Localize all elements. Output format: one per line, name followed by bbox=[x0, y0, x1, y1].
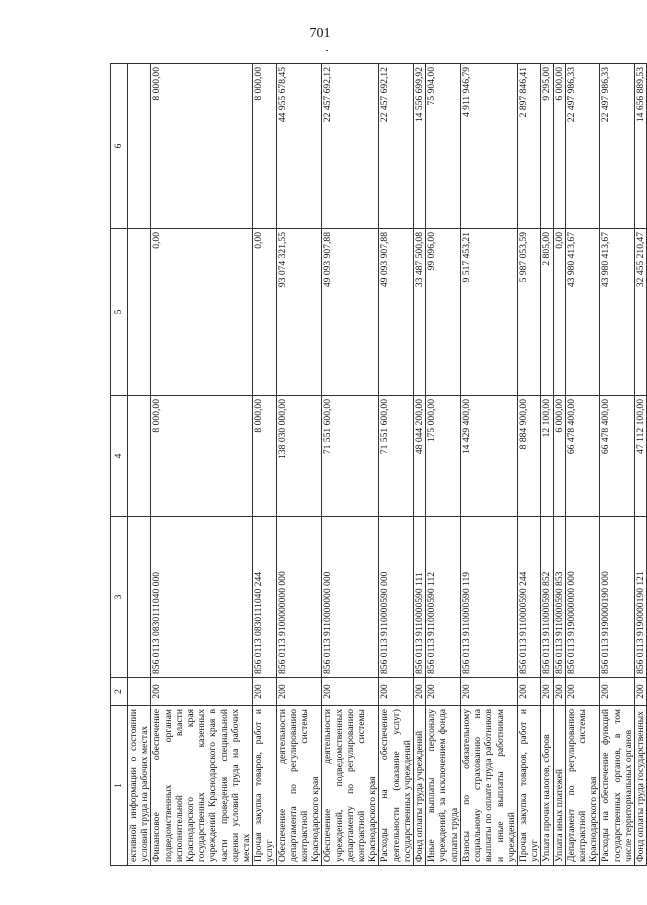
row-code-cell: 200 bbox=[460, 678, 517, 706]
row-remaining-amount-cell: 9 295,00 bbox=[541, 64, 553, 229]
row-executed-amount-cell: 9 517 453,21 bbox=[460, 229, 517, 396]
table-header-row bbox=[111, 64, 128, 866]
row-name-cell: Уплата прочих налогов, сборов bbox=[541, 706, 553, 866]
row-classification-code-cell: 856 0113 9100000000 000 bbox=[276, 517, 322, 678]
table-row bbox=[553, 64, 565, 866]
table-row bbox=[426, 64, 461, 866]
row-classification-code-cell: 856 0113 9110000590 244 bbox=[517, 517, 540, 678]
row-code-cell: 200 bbox=[379, 678, 414, 706]
row-classification-code-cell: 856 0113 9110000590 119 bbox=[460, 517, 517, 678]
row-classification-code-cell: 856 0113 9190000190 121 bbox=[634, 517, 646, 678]
row-executed-amount-cell: 93 074 321,55 bbox=[276, 229, 322, 396]
row-executed-amount-cell bbox=[128, 229, 151, 396]
row-executed-amount-cell: 0,00 bbox=[553, 229, 565, 396]
row-name-cell: Взносы по обязательному социальному страхованию на выплаты по оплате труда работников и иные выплаты работникам учреждений bbox=[460, 706, 517, 866]
row-name-cell: Обеспечение деятельности учреждений, подведомственных департаменту по регулированию контрактной системы Краснодарского края bbox=[322, 706, 379, 866]
row-remaining-amount-cell: 44 955 678,45 bbox=[276, 64, 322, 229]
column-header-4: 4 bbox=[111, 396, 128, 517]
row-remaining-amount-cell: 22 497 986,33 bbox=[600, 64, 635, 229]
row-remaining-amount-cell: 22 457 692,12 bbox=[379, 64, 414, 229]
row-code-cell: 200 bbox=[600, 678, 635, 706]
row-remaining-amount-cell: 4 911 946,79 bbox=[460, 64, 517, 229]
row-classification-code-cell: 856 0113 9110000590 852 bbox=[541, 517, 553, 678]
table-row bbox=[541, 64, 553, 866]
row-approved-amount-cell: 14 429 400,00 bbox=[460, 396, 517, 517]
row-approved-amount-cell: 12 100,00 bbox=[541, 396, 553, 517]
table-row bbox=[460, 64, 517, 866]
row-name-cell: Прочая закупка товаров, работ и услуг bbox=[253, 706, 276, 866]
row-code-cell: 200 bbox=[541, 678, 553, 706]
row-executed-amount-cell: 32 455 210,47 bbox=[634, 229, 646, 396]
budget-table bbox=[110, 63, 647, 866]
row-remaining-amount-cell: 2 897 846,41 bbox=[517, 64, 540, 229]
table-row bbox=[517, 64, 540, 866]
rotated-table-container bbox=[110, 64, 646, 866]
table-body bbox=[128, 64, 647, 866]
row-approved-amount-cell: 8 000,00 bbox=[151, 396, 253, 517]
row-classification-code-cell: 856 0113 0830111040 000 bbox=[151, 517, 253, 678]
row-name-cell: Финансовое обеспечение подведомственных органам исполнительной власти Краснодарского края государственных казенных учреждений Краснодарского края в части проведения специальной оценки условий труда на рабочих местах bbox=[151, 706, 253, 866]
table-row bbox=[634, 64, 646, 866]
row-code-cell: 200 bbox=[151, 678, 253, 706]
row-classification-code-cell: 856 0113 0830111040 244 bbox=[253, 517, 276, 678]
row-executed-amount-cell: 49 093 907,88 bbox=[379, 229, 414, 396]
row-name-cell: ективной информации о состоянии условий труда на рабочих местах bbox=[128, 706, 151, 866]
row-classification-code-cell: 856 0113 9110000590 111 bbox=[414, 517, 426, 678]
row-code-cell: 200 bbox=[565, 678, 600, 706]
row-name-cell: Расходы на обеспечение деятельности (оказание услуг) государственных учреждений bbox=[379, 706, 414, 866]
table-row bbox=[565, 64, 600, 866]
row-name-cell: Прочая закупка товаров, работ и услуг bbox=[517, 706, 540, 866]
column-header-1: 1 bbox=[111, 706, 128, 866]
row-name-cell: Фонд оплаты труда государственных bbox=[634, 706, 646, 866]
row-approved-amount-cell: 8 884 900,00 bbox=[517, 396, 540, 517]
row-code-cell: 200 bbox=[253, 678, 276, 706]
column-header-3: 3 bbox=[111, 517, 128, 678]
row-approved-amount-cell: 48 044 200,00 bbox=[414, 396, 426, 517]
row-classification-code-cell: 856 0113 9110000590 000 bbox=[379, 517, 414, 678]
row-code-cell bbox=[128, 678, 151, 706]
row-name-cell: Департамент по регулированию контрактной системы Краснодарского края bbox=[565, 706, 600, 866]
row-code-cell: 200 bbox=[517, 678, 540, 706]
row-classification-code-cell: 856 0113 9110000590 112 bbox=[426, 517, 461, 678]
row-executed-amount-cell: 49 093 907,88 bbox=[322, 229, 379, 396]
row-approved-amount-cell: 66 478 400,00 bbox=[600, 396, 635, 517]
column-header-6: 6 bbox=[111, 64, 128, 229]
row-approved-amount-cell: 138 030 000,00 bbox=[276, 396, 322, 517]
row-name-cell: Обеспечение деятельности департамента по регулированию контрактной системы Краснодарского края bbox=[276, 706, 322, 866]
row-remaining-amount-cell bbox=[128, 64, 151, 229]
row-executed-amount-cell: 99 096,00 bbox=[426, 229, 461, 396]
column-header-2: 2 bbox=[111, 678, 128, 706]
row-code-cell: 200 bbox=[276, 678, 322, 706]
row-remaining-amount-cell: 75 904,00 bbox=[426, 64, 461, 229]
row-code-cell: 200 bbox=[426, 678, 461, 706]
row-executed-amount-cell: 43 980 413,67 bbox=[600, 229, 635, 396]
row-remaining-amount-cell: 8 000,00 bbox=[151, 64, 253, 229]
table-row bbox=[322, 64, 379, 866]
row-classification-code-cell: 856 0113 9190000190 000 bbox=[600, 517, 635, 678]
rotated-page-area bbox=[110, 64, 646, 866]
row-approved-amount-cell: 47 112 100,00 bbox=[634, 396, 646, 517]
table-row bbox=[128, 64, 151, 866]
table-row bbox=[414, 64, 426, 866]
row-remaining-amount-cell: 22 497 986,33 bbox=[565, 64, 600, 229]
row-executed-amount-cell: 0,00 bbox=[151, 229, 253, 396]
row-code-cell: 200 bbox=[553, 678, 565, 706]
row-classification-code-cell bbox=[128, 517, 151, 678]
row-name-cell: Расходы на обеспечение функций государственных органов, в том числе территориальных органов bbox=[600, 706, 635, 866]
row-approved-amount-cell: 8 000,00 bbox=[253, 396, 276, 517]
row-approved-amount-cell: 6 000,00 bbox=[553, 396, 565, 517]
row-approved-amount-cell: 175 000,00 bbox=[426, 396, 461, 517]
row-classification-code-cell: 856 0113 9190000000 000 bbox=[565, 517, 600, 678]
row-executed-amount-cell: 5 987 053,59 bbox=[517, 229, 540, 396]
row-remaining-amount-cell: 6 000,00 bbox=[553, 64, 565, 229]
row-remaining-amount-cell: 14 556 699,92 bbox=[414, 64, 426, 229]
table-row bbox=[600, 64, 635, 866]
column-header-5: 5 bbox=[111, 229, 128, 396]
row-executed-amount-cell: 43 980 413,67 bbox=[565, 229, 600, 396]
row-code-cell: 200 bbox=[634, 678, 646, 706]
row-code-cell: 200 bbox=[322, 678, 379, 706]
row-approved-amount-cell bbox=[128, 396, 151, 517]
row-approved-amount-cell: 71 551 600,00 bbox=[322, 396, 379, 517]
scan-mark bbox=[326, 50, 328, 51]
row-approved-amount-cell: 71 551 600,00 bbox=[379, 396, 414, 517]
page-number: 701 bbox=[309, 26, 331, 41]
row-classification-code-cell: 856 0113 9110000590 853 bbox=[553, 517, 565, 678]
row-executed-amount-cell: 2 805,00 bbox=[541, 229, 553, 396]
row-name-cell: Фонд оплаты труда учреждений bbox=[414, 706, 426, 866]
table-row bbox=[276, 64, 322, 866]
row-remaining-amount-cell: 8 000,00 bbox=[253, 64, 276, 229]
row-approved-amount-cell: 66 478 400,00 bbox=[565, 396, 600, 517]
row-name-cell: Иные выплаты персоналу учреждений, за исключением фонда оплаты труда bbox=[426, 706, 461, 866]
table-row bbox=[379, 64, 414, 866]
row-executed-amount-cell: 33 487 500,08 bbox=[414, 229, 426, 396]
row-code-cell: 200 bbox=[414, 678, 426, 706]
row-name-cell: Уплата иных платежей bbox=[553, 706, 565, 866]
row-remaining-amount-cell: 22 457 692,12 bbox=[322, 64, 379, 229]
row-executed-amount-cell: 0,00 bbox=[253, 229, 276, 396]
row-classification-code-cell: 856 0113 9110000000 000 bbox=[322, 517, 379, 678]
table-row bbox=[151, 64, 253, 866]
row-remaining-amount-cell: 14 656 889,53 bbox=[634, 64, 646, 229]
table-row bbox=[253, 64, 276, 866]
